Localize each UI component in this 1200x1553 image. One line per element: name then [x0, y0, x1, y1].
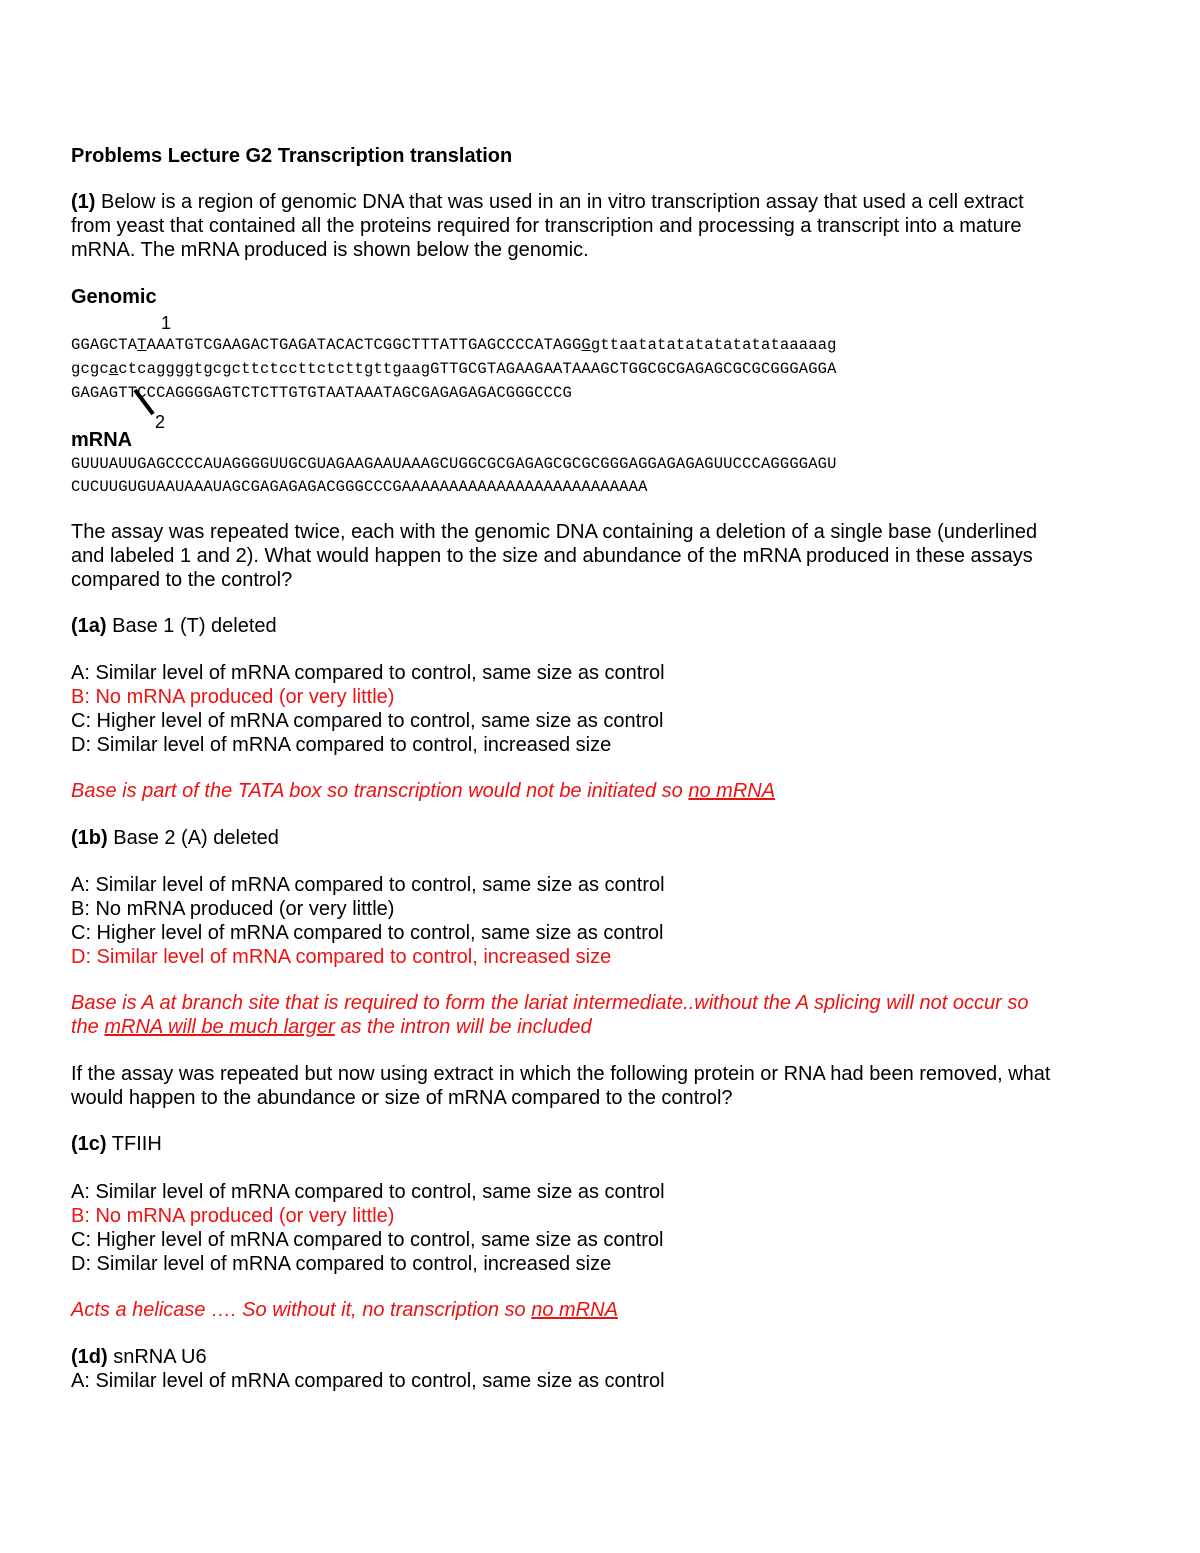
- q1a-option-d: D: Similar level of mRNA compared to control, increased size: [71, 734, 612, 756]
- deletion-intro-line: The assay was repeated twice, each with the genomic DNA containing a deletion of a single base (underlined: [71, 521, 1038, 543]
- extract-intro-line: would happen to the abundance or size of mRNA compared to the control?: [71, 1087, 733, 1109]
- deletion-intro-line: compared to the control?: [71, 569, 293, 591]
- q1a-option-a: A: Similar level of mRNA compared to control, same size as control: [71, 662, 665, 684]
- q1c-option-a: A: Similar level of mRNA compared to control, same size as control: [71, 1181, 665, 1203]
- q1c-option-d: D: Similar level of mRNA compared to control, increased size: [71, 1253, 612, 1275]
- q1c-question: (1c) TFIIH: [71, 1133, 162, 1155]
- q1c-option-c: C: Higher level of mRNA compared to control, same size as control: [71, 1229, 664, 1251]
- genomic-heading: Genomic: [71, 286, 157, 308]
- extract-intro-line: If the assay was repeated but now using extract in which the following protein or RNA had been removed, what: [71, 1063, 1051, 1085]
- branch-site-arrow: [71, 0, 131, 60]
- q1b-option-d: D: Similar level of mRNA compared to control, increased size: [71, 946, 612, 968]
- marker-1: 1: [161, 313, 172, 333]
- q1d-option-a: A: Similar level of mRNA compared to control, same size as control: [71, 1370, 665, 1392]
- genomic-seq-line-3: GAGAGTTCCCAGGGGAGTCTCTTGTGTAATAAATAGCGAGAGAGACGGGCCCG: [71, 384, 572, 402]
- q1-intro-line: (1) Below is a region of genomic DNA that was used in an in vitro transcription assay that used a cell extract: [71, 191, 1024, 213]
- deleted-base-1: T: [137, 336, 147, 354]
- deletion-intro-line: and labeled 1 and 2). What would happen to the size and abundance of the mRNA produced in these assays: [71, 545, 1033, 567]
- q1c-answer: Acts a helicase …. So without it, no transcription so no mRNA: [71, 1299, 618, 1321]
- q1b-option-c: C: Higher level of mRNA compared to control, same size as control: [71, 922, 664, 944]
- mrna-seq-line-2: CUCUUGUGUAAUAAAUAGCGAGAGAGACGGGCCCGAAAAAAAAAAAAAAAAAAAAAAAAAA: [71, 478, 648, 496]
- q1a-question: (1a) Base 1 (T) deleted: [71, 615, 277, 637]
- deleted-base-2: a: [108, 360, 119, 378]
- q1b-option-b: B: No mRNA produced (or very little): [71, 898, 395, 920]
- q1d-question: (1d) snRNA U6: [71, 1346, 207, 1368]
- mrna-seq-line-1: GUUUAUUGAGCCCCAUAGGGGUUGCGUAGAAGAAUAAAGCUGGCGCGAGAGCGCGCGGGAGGAGAGAGUUCCCAGGGGAGU: [71, 455, 837, 473]
- q1b-answer-line-1: Base is A at branch site that is required to form the lariat intermediate..without the A splicing will not occur so: [71, 992, 1029, 1014]
- genomic-seq-line-1: GGAGCTATAAATGTCGAAGACTGAGATACACTCGGCTTTATTGAGCCCCATAGGGgttaatatatatatatatataaaaag: [71, 336, 837, 354]
- q1b-answer-line-2: the mRNA will be much larger as the intron will be included: [71, 1016, 592, 1038]
- q1b-option-a: A: Similar level of mRNA compared to control, same size as control: [71, 874, 665, 896]
- page-title: Problems Lecture G2 Transcription translation: [71, 145, 513, 167]
- mrna-heading: mRNA: [71, 429, 133, 451]
- q1a-option-c: C: Higher level of mRNA compared to control, same size as control: [71, 710, 664, 732]
- q1-label: (1): [71, 191, 96, 213]
- marker-2: 2: [155, 412, 166, 432]
- q1-intro-line: mRNA. The mRNA produced is shown below the genomic.: [71, 239, 589, 261]
- genomic-seq-line-2: gcgcactcaggggtgcgcttctccttctcttgttgaagGTTGCGTAGAAGAATAAAGCTGGCGCGAGAGCGCGCGGGAGGA: [71, 360, 837, 378]
- q1-intro-line: from yeast that contained all the proteins required for transcription and processing a transcript into a mature: [71, 215, 1022, 237]
- q1a-answer: Base is part of the TATA box so transcription would not be initiated so no mRNA: [71, 780, 776, 802]
- q1b-question: (1b) Base 2 (A) deleted: [71, 827, 279, 849]
- q1a-option-b: B: No mRNA produced (or very little): [71, 686, 395, 708]
- q1c-option-b: B: No mRNA produced (or very little): [71, 1205, 395, 1227]
